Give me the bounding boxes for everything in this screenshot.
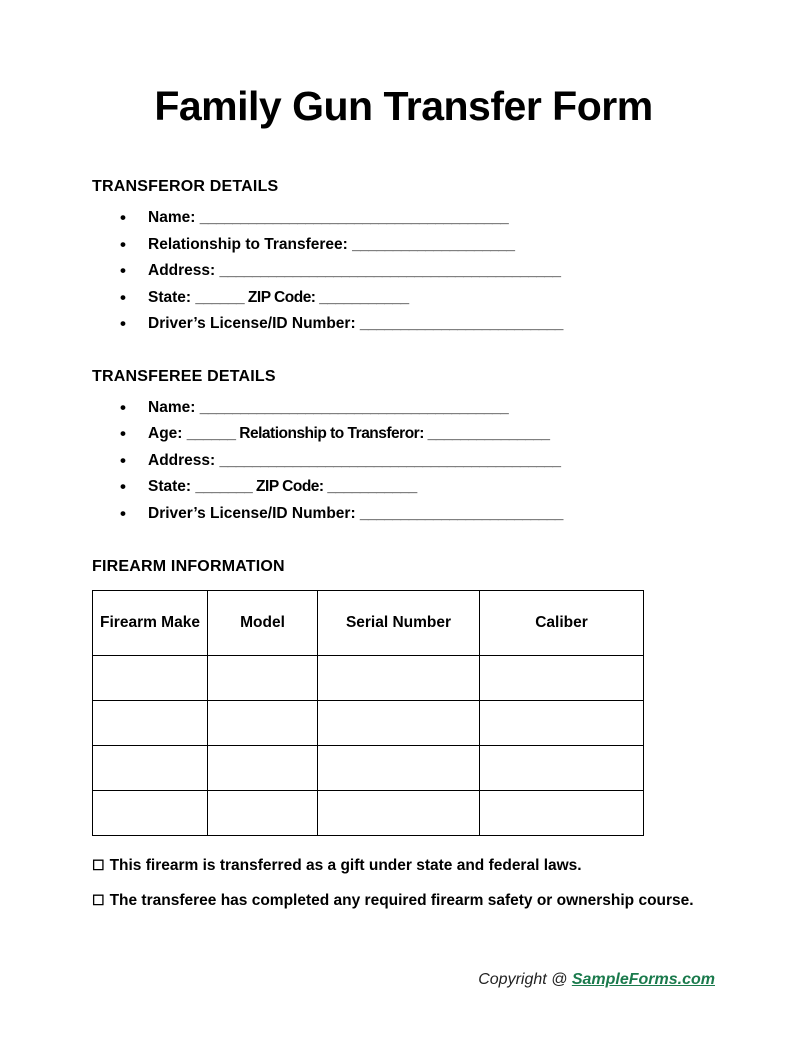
checkbox-row-safety-course[interactable]: [92, 892, 715, 911]
checkbox-label: The transferee has completed any required firearm safety or ownership course.: [109, 891, 694, 909]
field-transferee-license: [120, 506, 715, 522]
field-label: State:: [148, 478, 192, 496]
table-cell[interactable]: [93, 701, 208, 746]
table-row: [93, 656, 644, 701]
table-cell[interactable]: [318, 746, 480, 791]
field-transferor-license: [120, 316, 715, 332]
field-transferee-name: [120, 400, 715, 416]
field-label: Driver’s License/ID Number:: [148, 504, 356, 522]
field-blank[interactable]: _________________________: [359, 504, 563, 522]
checkbox-label: This firearm is transferred as a gift under state and federal laws.: [109, 857, 582, 875]
field-label: Address:: [148, 262, 216, 280]
section-heading-firearm: FIREARM INFORMATION: [92, 558, 285, 576]
firearm-information-table: [92, 590, 644, 836]
field-blank[interactable]: __________________________________________: [219, 451, 561, 469]
table-cell[interactable]: [208, 791, 318, 836]
page-title: Family Gun Transfer Form: [154, 83, 653, 129]
column-header-model: Model: [208, 591, 318, 656]
section-heading-transferee: TRANSFEREE DETAILS: [92, 367, 276, 385]
table-cell[interactable]: [480, 746, 644, 791]
sampleforms-link[interactable]: SampleForms.com: [571, 971, 715, 988]
field-transferor-address: [120, 263, 715, 279]
field-blank[interactable]: ______________________________________: [199, 398, 509, 416]
table-cell[interactable]: [208, 746, 318, 791]
field-blank[interactable]: _______ ZIP Code: ___________: [195, 478, 417, 496]
table-cell[interactable]: [480, 791, 644, 836]
table-cell[interactable]: [93, 656, 208, 701]
field-label: Relationship to Transferee:: [148, 235, 348, 253]
table-cell[interactable]: [208, 656, 318, 701]
table-cell[interactable]: [93, 791, 208, 836]
table-cell[interactable]: [318, 701, 480, 746]
field-blank[interactable]: ______ ZIP Code: ___________: [195, 288, 409, 306]
field-blank[interactable]: ______________________________________: [199, 209, 509, 227]
section-heading-transferor: TRANSFEROR DETAILS: [92, 178, 279, 196]
field-transferor-relationship: [120, 237, 715, 253]
column-header-serial-number: Serial Number: [318, 591, 480, 656]
checkbox-row-gift-transfer[interactable]: [92, 857, 715, 876]
field-label: Name:: [148, 398, 196, 416]
field-transferee-address: [120, 453, 715, 469]
field-label: Address:: [148, 451, 216, 469]
checkbox-icon[interactable]: ☐: [92, 891, 105, 908]
field-transferee-state-zip: [120, 479, 715, 495]
field-blank[interactable]: _________________________: [359, 315, 563, 333]
field-transferor-state-zip: [120, 290, 715, 306]
field-label: State:: [148, 288, 192, 306]
field-blank[interactable]: ____________________: [352, 235, 515, 253]
transferee-field-list: [92, 400, 715, 522]
field-blank[interactable]: __________________________________________: [219, 262, 561, 280]
table-row: [93, 791, 644, 836]
checkbox-icon[interactable]: ☐: [92, 857, 105, 874]
table-cell[interactable]: [480, 701, 644, 746]
table-header-row: [93, 591, 644, 656]
footer-copyright: [478, 971, 715, 989]
table-cell[interactable]: [480, 656, 644, 701]
table-row: [93, 701, 644, 746]
column-header-caliber: Caliber: [480, 591, 644, 656]
field-blank[interactable]: ______ Relationship to Transferor: _______________: [186, 425, 550, 443]
copyright-text: Copyright @: [478, 971, 568, 988]
field-label: Age:: [148, 425, 183, 443]
table-cell[interactable]: [318, 656, 480, 701]
field-label: Driver’s License/ID Number:: [148, 315, 356, 333]
field-transferor-name: [120, 210, 715, 226]
table-cell[interactable]: [318, 791, 480, 836]
field-transferee-age-relationship: [120, 426, 715, 442]
table-row: [93, 746, 644, 791]
table-cell[interactable]: [93, 746, 208, 791]
column-header-firearm-make: Firearm Make: [93, 591, 208, 656]
table-cell[interactable]: [208, 701, 318, 746]
field-label: Name:: [148, 209, 196, 227]
transferor-field-list: [92, 210, 715, 332]
